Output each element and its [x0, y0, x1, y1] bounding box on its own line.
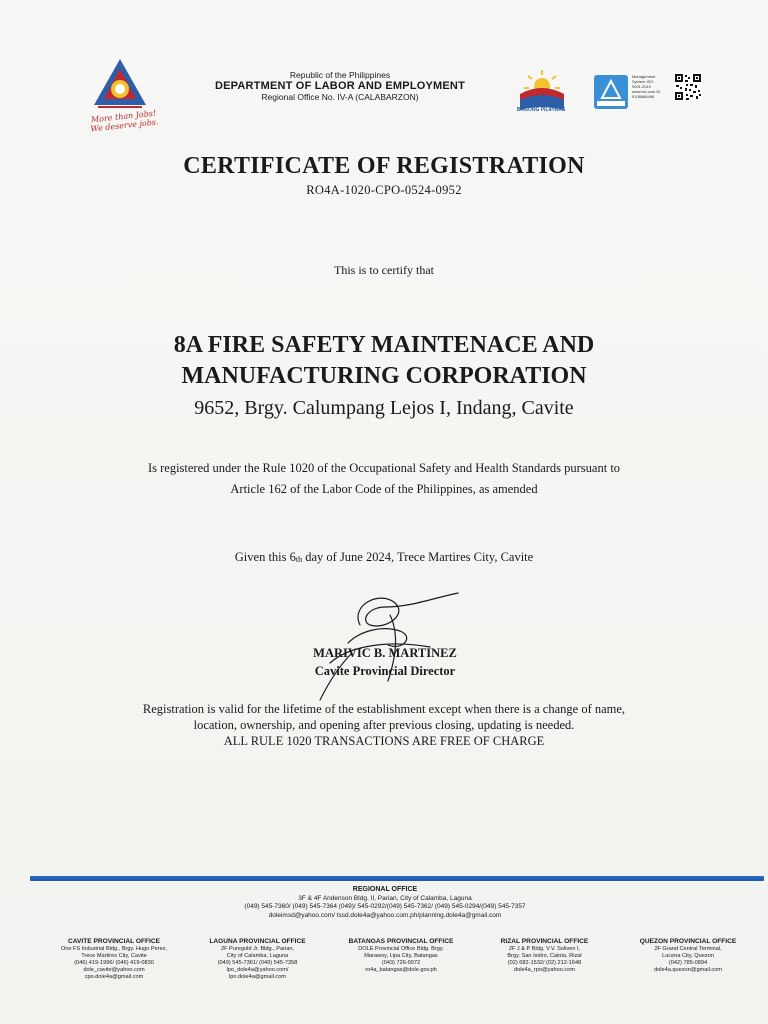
registration-statement-line2: Article 162 of the Labor Code of the Philippines, as amended	[230, 482, 538, 496]
office-line: dole4a.quezon@gmail.com	[654, 967, 722, 973]
bagong-pilipinas-caption: BAGONG PILIPINAS	[516, 107, 566, 113]
regional-office-emails: doleimsd@yahoo.com/ tssd.dole4a@yahoo.com.ph/planning.dole4a@gmail.com	[268, 911, 502, 919]
office-line: (042) 785-0894	[668, 960, 708, 966]
company-name-line1: 8A FIRE SAFETY MAINTENACE AND	[173, 332, 595, 358]
tuv-certification-icon	[593, 74, 629, 110]
company-name-line2: MANUFACTURING CORPORATION	[181, 363, 587, 389]
office-laguna	[192, 937, 324, 981]
office-line: (02) 682-1532/ (02) 212-1648	[507, 960, 582, 966]
office-line: (049) 545-7361/ (049) 545-7358	[217, 960, 298, 966]
certify-text: This is to certify that	[334, 263, 434, 277]
office-line: lpo.dole4a@gmail.com	[229, 974, 286, 980]
regional-office-info	[160, 886, 610, 920]
given-prefix: Given this 6	[234, 550, 296, 564]
free-of-charge-note: ALL RULE 1020 TRANSACTIONS ARE FREE OF CHARGE	[223, 734, 545, 748]
office-line: (046) 419-1996/ (046) 419-0830	[74, 960, 154, 966]
office-heading: QUEZON PROVINCIAL OFFICE	[639, 938, 737, 945]
republic-text: Republic of the Philippines	[289, 70, 391, 80]
registration-statement	[90, 458, 678, 500]
registration-statement-line1: Is registered under the Rule 1020 of the Occupational Safety and Health Standards pursuant to	[147, 461, 621, 475]
office-line: (043) 726-9972	[381, 960, 421, 966]
header-block	[190, 70, 490, 102]
office-line: 2F Grand Central Terminal,	[654, 946, 722, 952]
office-line: ro4a_batangas@dole.gov.ph	[365, 967, 437, 973]
office-line: Lucena City, Quezon	[662, 953, 714, 959]
regional-office-phones: (049) 545-7360/ (049) 545-7364 (049)/ 545-0292/(049) 545-7362/ (049) 545-0294/(049) 545-7357	[244, 903, 526, 910]
office-heading: RIZAL PROVINCIAL OFFICE	[500, 938, 589, 945]
office-line: lpo_dole4a@yahoo.com/	[226, 967, 289, 973]
validity-line1: Registration is valid for the lifetime of the establishment except when there is a change of name,	[142, 702, 626, 716]
signatory-name: MARIVIC B. MARTINEZ	[313, 646, 457, 660]
signatory-block	[270, 644, 500, 680]
office-heading: BATANGAS PROVINCIAL OFFICE	[348, 938, 454, 945]
regional-office-address: 3F & 4F Andenson Bldg. II, Parian, City of Calamba, Laguna	[298, 894, 472, 902]
provincial-offices	[48, 937, 754, 981]
regional-office-name: Regional Office No. IV-A (CALABARZON)	[261, 92, 419, 102]
company-address: 9652, Brgy. Calumpang Lejos I, Indang, Cavite	[194, 397, 574, 419]
office-line: Marawoy, Lipa City, Batangas	[364, 953, 438, 959]
office-line: City of Calamba, Laguna	[226, 953, 289, 959]
footer-divider	[30, 876, 764, 881]
office-line: 2F J & P Bldg. V.V. Soliven I,	[508, 946, 581, 952]
office-line: DOLE Provincial Office Bldg. Brgy.	[358, 946, 444, 952]
given-date-text	[0, 550, 768, 565]
office-heading: CAVITE PROVINCIAL OFFICE	[67, 938, 161, 945]
office-line: dole_cavite@yahoo.com	[83, 967, 145, 973]
certificate-title: CERTIFICATE OF REGISTRATION	[183, 153, 585, 179]
office-rizal	[479, 937, 611, 981]
office-heading: LAGUNA PROVINCIAL OFFICE	[209, 938, 306, 945]
dole-tagline: More than Jobs! We deserve jobs.	[90, 108, 159, 134]
office-cavite	[48, 937, 180, 981]
office-line: Brgy. San Isidro, Cainta, Rizal	[507, 953, 582, 959]
regional-office-heading: REGIONAL OFFICE	[352, 886, 418, 893]
registration-number: RO4A-1020-CPO-0524-0952	[306, 183, 462, 197]
department-name: DEPARTMENT OF LABOR AND EMPLOYMENT	[214, 80, 465, 92]
office-batangas	[335, 937, 467, 981]
office-line: One FS Industrial Bldg., Brgy. Hugo Perez,	[60, 946, 168, 952]
validity-line2: location, ownership, and opening after previous closing, updating is needed.	[193, 718, 575, 732]
office-quezon	[622, 937, 754, 981]
office-line: Trece Martires City, Cavite	[81, 953, 147, 959]
given-ordinal: th	[295, 555, 303, 564]
signatory-title: Cavite Provincial Director	[314, 664, 456, 678]
validity-notice	[70, 701, 698, 749]
office-line: dole4a_rpo@yahoo.com	[513, 967, 576, 973]
office-line: cpo.dole4a@gmail.com	[84, 974, 144, 980]
company-name	[0, 330, 768, 392]
qr-code-icon	[674, 73, 702, 101]
given-rest: day of June 2024, Trece Martires City, Cavite	[302, 550, 534, 564]
iso-certification-text: Management System ISO 9001:2015 www.tuv.com ID 9108686496	[632, 74, 661, 99]
office-line: 2F Puregold Jr. Bldg., Parian,	[220, 946, 295, 952]
